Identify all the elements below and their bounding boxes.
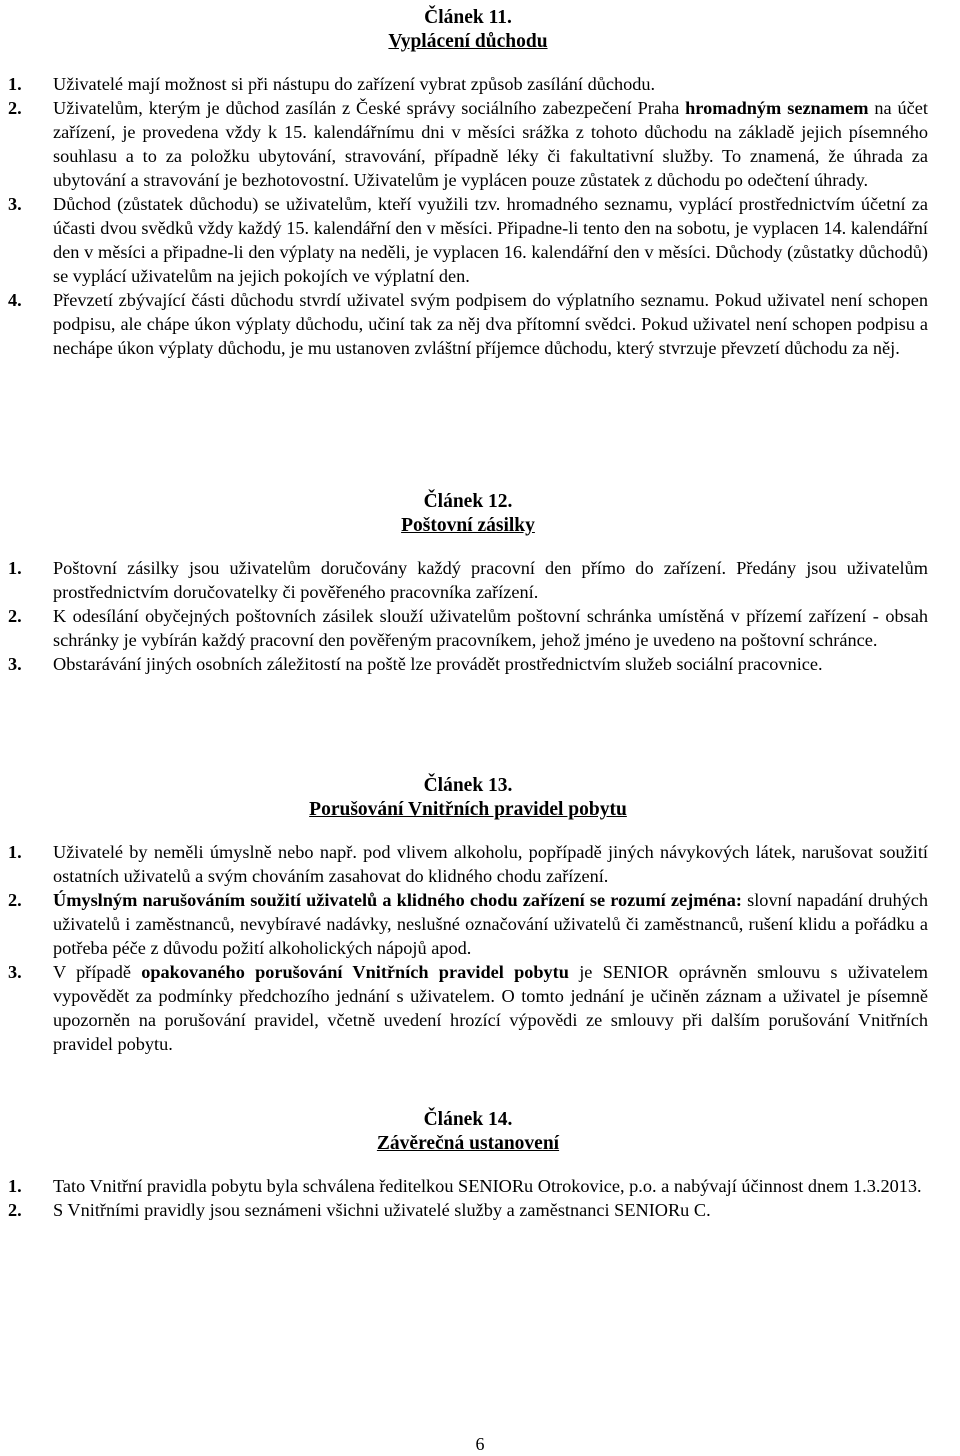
article-title: Poštovní zásilky <box>401 515 535 536</box>
text-run: na účet zařízení, je provedena vždy k 15. kalendářnímu dni v měsíci srážka z tohoto důchodu na základě jejich písemného souhlasu a to za položku ubytování, stravování, případně léky či fakultativní služby. To znamená, že úhrada za ubytování a stravování je bezhotovostní. Uživatelům je vyplácen pouze zůstatek z důchodu po odečtení úhrady. <box>53 98 928 190</box>
list-item <box>8 652 928 676</box>
article-heading <box>8 1108 928 1156</box>
bold-text-run: opakovaného porušování Vnitřních pravidel pobytu <box>141 962 569 982</box>
article-13 <box>8 774 928 1056</box>
item-number: 1. <box>8 558 22 578</box>
list-item <box>8 72 928 96</box>
article-title: Závěrečná ustanovení <box>376 1133 560 1154</box>
list-item <box>8 1174 928 1198</box>
article-heading <box>8 6 928 54</box>
text-run: Uživatelé by neměli úmyslně nebo např. pod vlivem alkoholu, popřípadě jiných návykových látek, narušovat soužití ostatních uživatelů a svým chováním zasahovat do klidného chodu zařízení. <box>53 842 928 886</box>
article-14 <box>8 1108 928 1222</box>
article-item-list <box>8 556 928 676</box>
list-item <box>8 288 928 360</box>
item-number: 1. <box>8 1176 22 1196</box>
item-number: 2. <box>8 98 22 118</box>
article-12 <box>8 490 928 676</box>
text-run: Důchod (zůstatek důchodu) se uživatelům, kteří využili tzv. hromadného seznamu, vyplácí prostřednictvím účetní za účasti dvou svědků vždy každý 15. kalendářní den v měsíci. Připadne-li tento den na sobotu, je vyplacen 14. kalendářní den v měsíci a připadne-li den výplaty na neděli, je vyplacen 16. kalendářní den v měsíci. Důchody (zůstatky důchodů) se vyplácí uživatelům na jejich pokojích ve výplatní den. <box>53 194 928 286</box>
item-number: 3. <box>8 654 22 674</box>
article-number: Článek 12. <box>423 491 513 512</box>
text-run: Uživatelé mají možnost si při nástupu do zařízení vybrat způsob zasílání důchodu. <box>53 74 656 94</box>
article-number: Článek 11. <box>424 7 512 28</box>
list-item <box>8 604 928 652</box>
text-run: Uživatelům, kterým je důchod zasílán z České správy sociálního zabezpečení Praha <box>53 98 686 118</box>
list-item <box>8 192 928 288</box>
article-heading <box>8 774 928 822</box>
bold-text-run: Úmyslným narušováním soužití uživatelů a klidného chodu zařízení se rozumí zejména: <box>53 890 742 910</box>
list-item <box>8 840 928 888</box>
text-run: Poštovní zásilky jsou uživatelům doručovány každý pracovní den přímo do zařízení. Předány jsou uživatelům prostřednictvím doručovatelky či pověřeného pracovníka zařízení. <box>53 558 928 602</box>
list-item <box>8 96 928 192</box>
item-number: 1. <box>8 842 22 862</box>
text-run: Obstarávání jiných osobních záležitostí na poště lze provádět prostřednictvím služeb sociální pracovnice. <box>53 654 823 674</box>
item-number: 2. <box>8 606 22 626</box>
text-run: je SENIOR oprávněn smlouvu s uživatelem vypovědět za podmínky předchozího jednání s uživatelem. O tomto jednání je učiněn záznam a uživatel je písemně upozorněn na porušování pravidel, včetně uvedení hrozící výpovědi ze smlouvy při dalším porušování Vnitřních pravidel pobytu. <box>53 962 928 1054</box>
article-heading <box>8 490 928 538</box>
page-number: 6 <box>475 1434 485 1454</box>
text-run: S Vnitřními pravidly jsou seznámeni všichni uživatelé služby a zaměstnanci SENIORu C. <box>53 1200 711 1220</box>
list-item <box>8 1198 928 1222</box>
article-11 <box>8 6 928 360</box>
text-run: Převzetí zbývající části důchodu stvrdí uživatel svým podpisem do výplatního seznamu. Pokud uživatel není schopen podpisu, ale chápe úkon výplaty důchodu, učiní tak za něj dva přítomní svědci. Pokud uživatel není schopen podpisu a nechápe úkon výplaty důchodu, je mu ustanoven zvláštní příjemce důchodu, který stvrzuje převzetí důchodu za něj. <box>53 290 928 358</box>
article-number: Článek 13. <box>423 775 513 796</box>
text-run: Tato Vnitřní pravidla pobytu byla schválena ředitelkou SENIORu Otrokovice, p.o. a nabývají účinnost dnem 1.3.2013. <box>53 1176 922 1196</box>
article-title: Vyplácení důchodu <box>388 31 548 52</box>
article-item-list <box>8 1174 928 1222</box>
article-title: Porušování Vnitřních pravidel pobytu <box>309 799 627 820</box>
item-number: 2. <box>8 1200 22 1220</box>
item-number: 3. <box>8 962 22 982</box>
text-run: K odesílání obyčejných poštovních zásilek slouží uživatelům poštovní schránka umístěná v přízemí zařízení - obsah schránky je vybírán každý pracovní den pověřeným pracovníkem, jehož jméno je uvedeno na poštovní schránce. <box>53 606 928 650</box>
article-item-list <box>8 72 928 360</box>
item-number: 2. <box>8 890 22 910</box>
article-item-list <box>8 840 928 1056</box>
list-item <box>8 888 928 960</box>
article-number: Článek 14. <box>423 1109 513 1130</box>
text-run: V případě <box>53 962 142 982</box>
text-run: slovní napadání druhých uživatelů i zaměstnanců, nevybíravé nadávky, neslušné označování uživatelů či zaměstnanců, rušení klidu a pořádku a potřeba péče z důvodu požití alkoholických nápojů apod. <box>53 890 928 958</box>
item-number: 1. <box>8 74 22 94</box>
bold-text-run: hromadným seznamem <box>685 98 869 118</box>
list-item <box>8 960 928 1056</box>
item-number: 4. <box>8 290 22 310</box>
list-item <box>8 556 928 604</box>
item-number: 3. <box>8 194 22 214</box>
